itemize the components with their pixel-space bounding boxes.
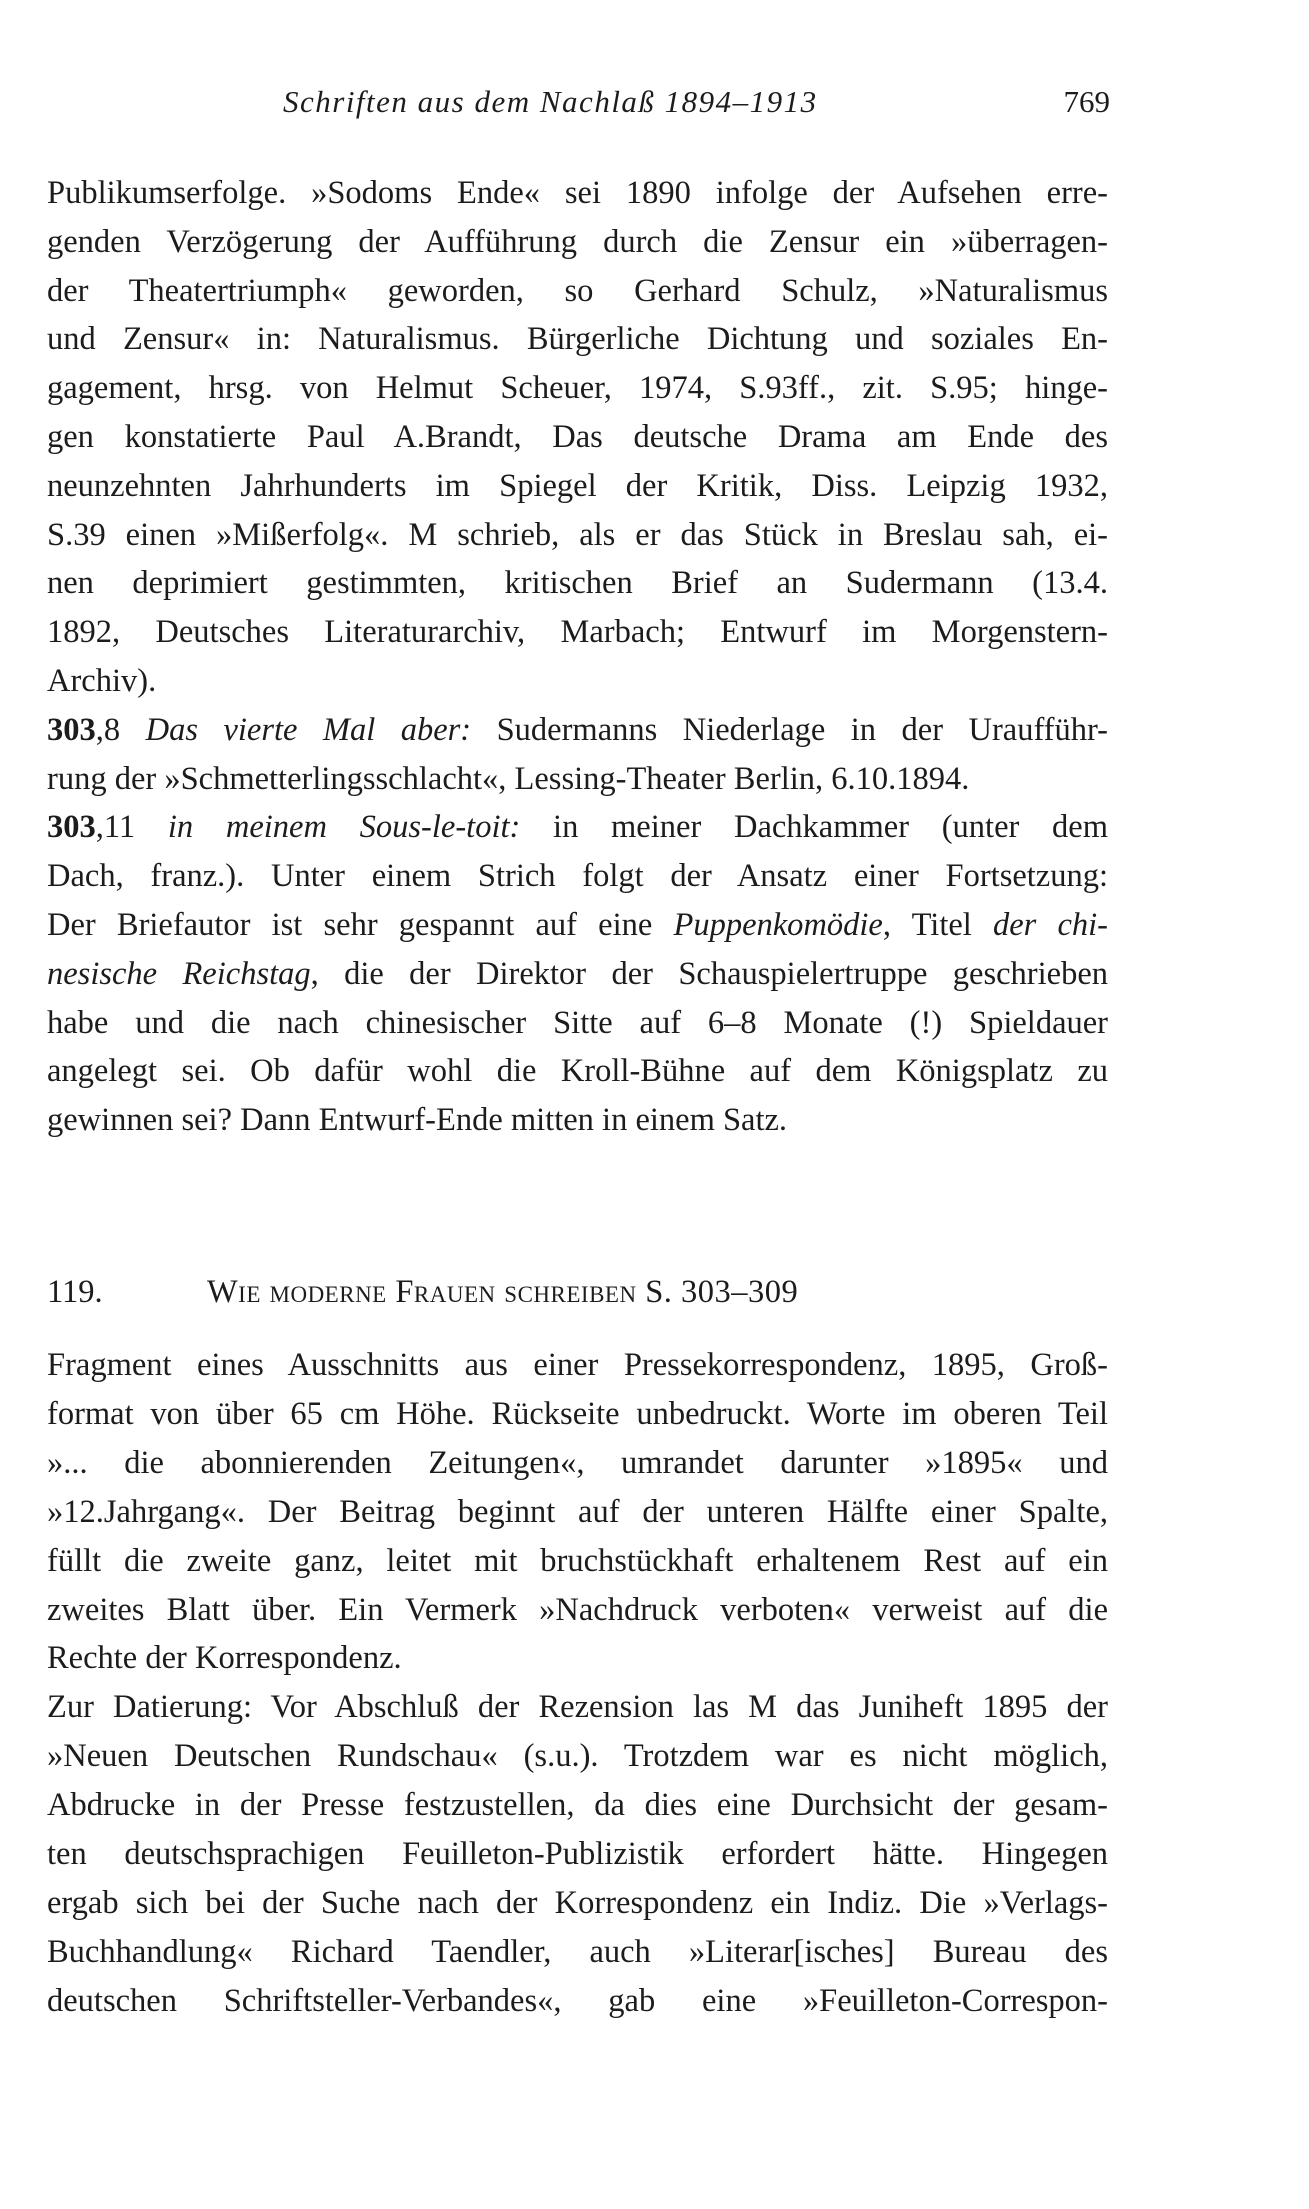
line-text: »Neuen Deutschen Rundschau« (s.u.). Trotzdem war es nicht möglich, bbox=[47, 1738, 1108, 1775]
lemma-text: Puppenkomödie bbox=[673, 907, 883, 943]
line-text: deutschen Schriftsteller-Verbandes«, gab eine »Feuilleton-Correspon- bbox=[47, 1982, 1108, 2019]
text-line bbox=[47, 706, 1108, 755]
text-line bbox=[47, 1977, 1108, 2026]
section-number: 119. bbox=[47, 1274, 103, 1310]
line-reference: 303 bbox=[47, 809, 96, 846]
text-line bbox=[47, 511, 1108, 560]
text-line bbox=[47, 169, 1108, 218]
text-line bbox=[47, 413, 1108, 462]
text-line bbox=[47, 315, 1108, 364]
text-line bbox=[47, 559, 1108, 608]
line-text: , die der Direktor der Schauspielertruppe geschrieben bbox=[310, 955, 1108, 992]
line-text: Dach, franz.). Unter einem Strich folgt der Ansatz einer Fortsetzung: bbox=[47, 858, 1108, 895]
line-text: , Titel bbox=[882, 907, 993, 943]
line-text: Archiv). bbox=[47, 663, 157, 699]
lemma-text: nesische Reichstag bbox=[47, 955, 311, 992]
lemma-text: in meinem Sous-le-toit: bbox=[167, 809, 521, 846]
line-text: gen konstatierte Paul A.Brandt, Das deutsche Drama am Ende des bbox=[47, 419, 1108, 455]
running-head-title: Schriften aus dem Nachlaß 1894–1913 bbox=[283, 84, 818, 119]
text-line bbox=[47, 1683, 1108, 1732]
lemma-text: Das vierte Mal aber: bbox=[145, 711, 472, 748]
line-text: neunzehnten Jahrhunderts im Spiegel der Kritik, Diss. Leipzig 1932, bbox=[47, 467, 1108, 504]
line-text: rung der »Schmetterlingsschlacht«, Lessing-Theater Berlin, 6.10.1894. bbox=[47, 760, 970, 797]
text-line bbox=[47, 1586, 1108, 1635]
text-line bbox=[47, 999, 1108, 1048]
page-number: 769 bbox=[1063, 84, 1110, 119]
text-line bbox=[47, 1634, 1108, 1683]
line-text: Buchhandlung« Richard Taendler, auch »Literar[isches] Bureau des bbox=[47, 1933, 1108, 1970]
text-line bbox=[47, 218, 1108, 267]
line-text: Zur Datierung: Vor Abschluß der Rezension las M das Juniheft 1895 der bbox=[47, 1689, 1108, 1726]
line-text: ergab sich bei der Suche nach der Korrespondenz ein Indiz. Die »Verlags- bbox=[47, 1884, 1108, 1921]
line-text: in meiner Dachkammer (unter dem bbox=[520, 809, 1109, 846]
text-line bbox=[47, 1096, 1108, 1145]
line-text: ,8 bbox=[95, 711, 146, 748]
text-line bbox=[47, 1732, 1108, 1781]
text-line bbox=[47, 950, 1108, 999]
line-text: genden Verzögerung der Aufführung durch die Zensur ein »überragen- bbox=[47, 223, 1108, 260]
text-line bbox=[47, 1830, 1108, 1879]
line-text: füllt die zweite ganz, leitet mit bruchstückhaft erhaltenem Rest auf ein bbox=[47, 1542, 1108, 1579]
text-line bbox=[47, 1047, 1108, 1096]
line-text: »12.Jahrgang«. Der Beitrag beginnt auf der unteren Hälfte einer Spalte, bbox=[47, 1493, 1108, 1530]
line-text: Sudermanns Niederlage in der Uraufführ- bbox=[471, 711, 1109, 748]
line-text: Publikumserfolge. »Sodoms Ende« sei 1890 infolge der Aufsehen erre- bbox=[47, 175, 1108, 211]
line-text: Der Briefautor ist sehr gespannt auf eine bbox=[47, 907, 674, 943]
line-text: Fragment eines Ausschnitts aus einer Pressekorrespondenz, 1895, Groß- bbox=[47, 1347, 1108, 1383]
line-text: gagement, hrsg. von Helmut Scheuer, 1974, S.93ff., zit. S.95; hinge- bbox=[47, 370, 1108, 407]
line-text: Abdrucke in der Presse festzustellen, da dies eine Durchsicht der gesam- bbox=[47, 1787, 1108, 1824]
line-text: ,11 bbox=[95, 809, 168, 846]
line-text: ten deutschsprachigen Feuilleton-Publizistik erfordert hätte. Hingegen bbox=[47, 1836, 1108, 1872]
lemma-text: der chi- bbox=[992, 907, 1109, 943]
line-text: gewinnen sei? Dann Entwurf-Ende mitten in einem Satz. bbox=[47, 1102, 788, 1139]
text-line bbox=[47, 755, 1108, 804]
line-text: 1892, Deutsches Literaturarchiv, Marbach; Entwurf im Morgenstern- bbox=[47, 614, 1108, 651]
text-line bbox=[47, 1439, 1108, 1488]
text-line bbox=[47, 1781, 1108, 1830]
line-text: der Theatertriumph« geworden, so Gerhard Schulz, »Naturalismus bbox=[47, 272, 1108, 309]
section-title: Wie moderne Frauen schreiben S. 303–309 bbox=[207, 1274, 799, 1310]
text-line bbox=[47, 803, 1108, 852]
text-line bbox=[47, 364, 1108, 413]
text-line bbox=[47, 462, 1108, 511]
text-line bbox=[47, 1341, 1108, 1390]
line-text: und Zensur« in: Naturalismus. Bürgerliche Dichtung und soziales En- bbox=[47, 321, 1108, 358]
text-line bbox=[47, 657, 1108, 706]
text-line bbox=[47, 1928, 1108, 1977]
text-line bbox=[47, 267, 1108, 316]
text-line bbox=[47, 1488, 1108, 1537]
line-text: angelegt sei. Ob dafür wohl die Kroll-Bühne auf dem Königsplatz zu bbox=[47, 1053, 1108, 1090]
text-line bbox=[47, 901, 1108, 950]
line-text: Rechte der Korrespondenz. bbox=[47, 1640, 402, 1677]
line-text: format von über 65 cm Höhe. Rückseite unbedruckt. Worte im oberen Teil bbox=[47, 1395, 1108, 1432]
text-line bbox=[47, 852, 1108, 901]
line-text: S.39 einen »Mißerfolg«. M schrieb, als er das Stück in Breslau sah, ei- bbox=[47, 516, 1108, 553]
text-line bbox=[47, 608, 1108, 657]
text-line bbox=[47, 1537, 1108, 1586]
line-reference: 303 bbox=[47, 711, 96, 748]
line-text: »... die abonnierenden Zeitungen«, umrandet darunter »1895« und bbox=[47, 1444, 1108, 1481]
line-text: nen deprimiert gestimmten, kritischen Brief an Sudermann (13.4. bbox=[47, 565, 1108, 602]
text-line bbox=[47, 1390, 1108, 1439]
line-text: zweites Blatt über. Ein Vermerk »Nachdruck verboten« verweist auf die bbox=[47, 1591, 1108, 1628]
text-line bbox=[47, 1879, 1108, 1928]
line-text: habe und die nach chinesischer Sitte auf 6–8 Monate (!) Spieldauer bbox=[47, 1004, 1108, 1041]
